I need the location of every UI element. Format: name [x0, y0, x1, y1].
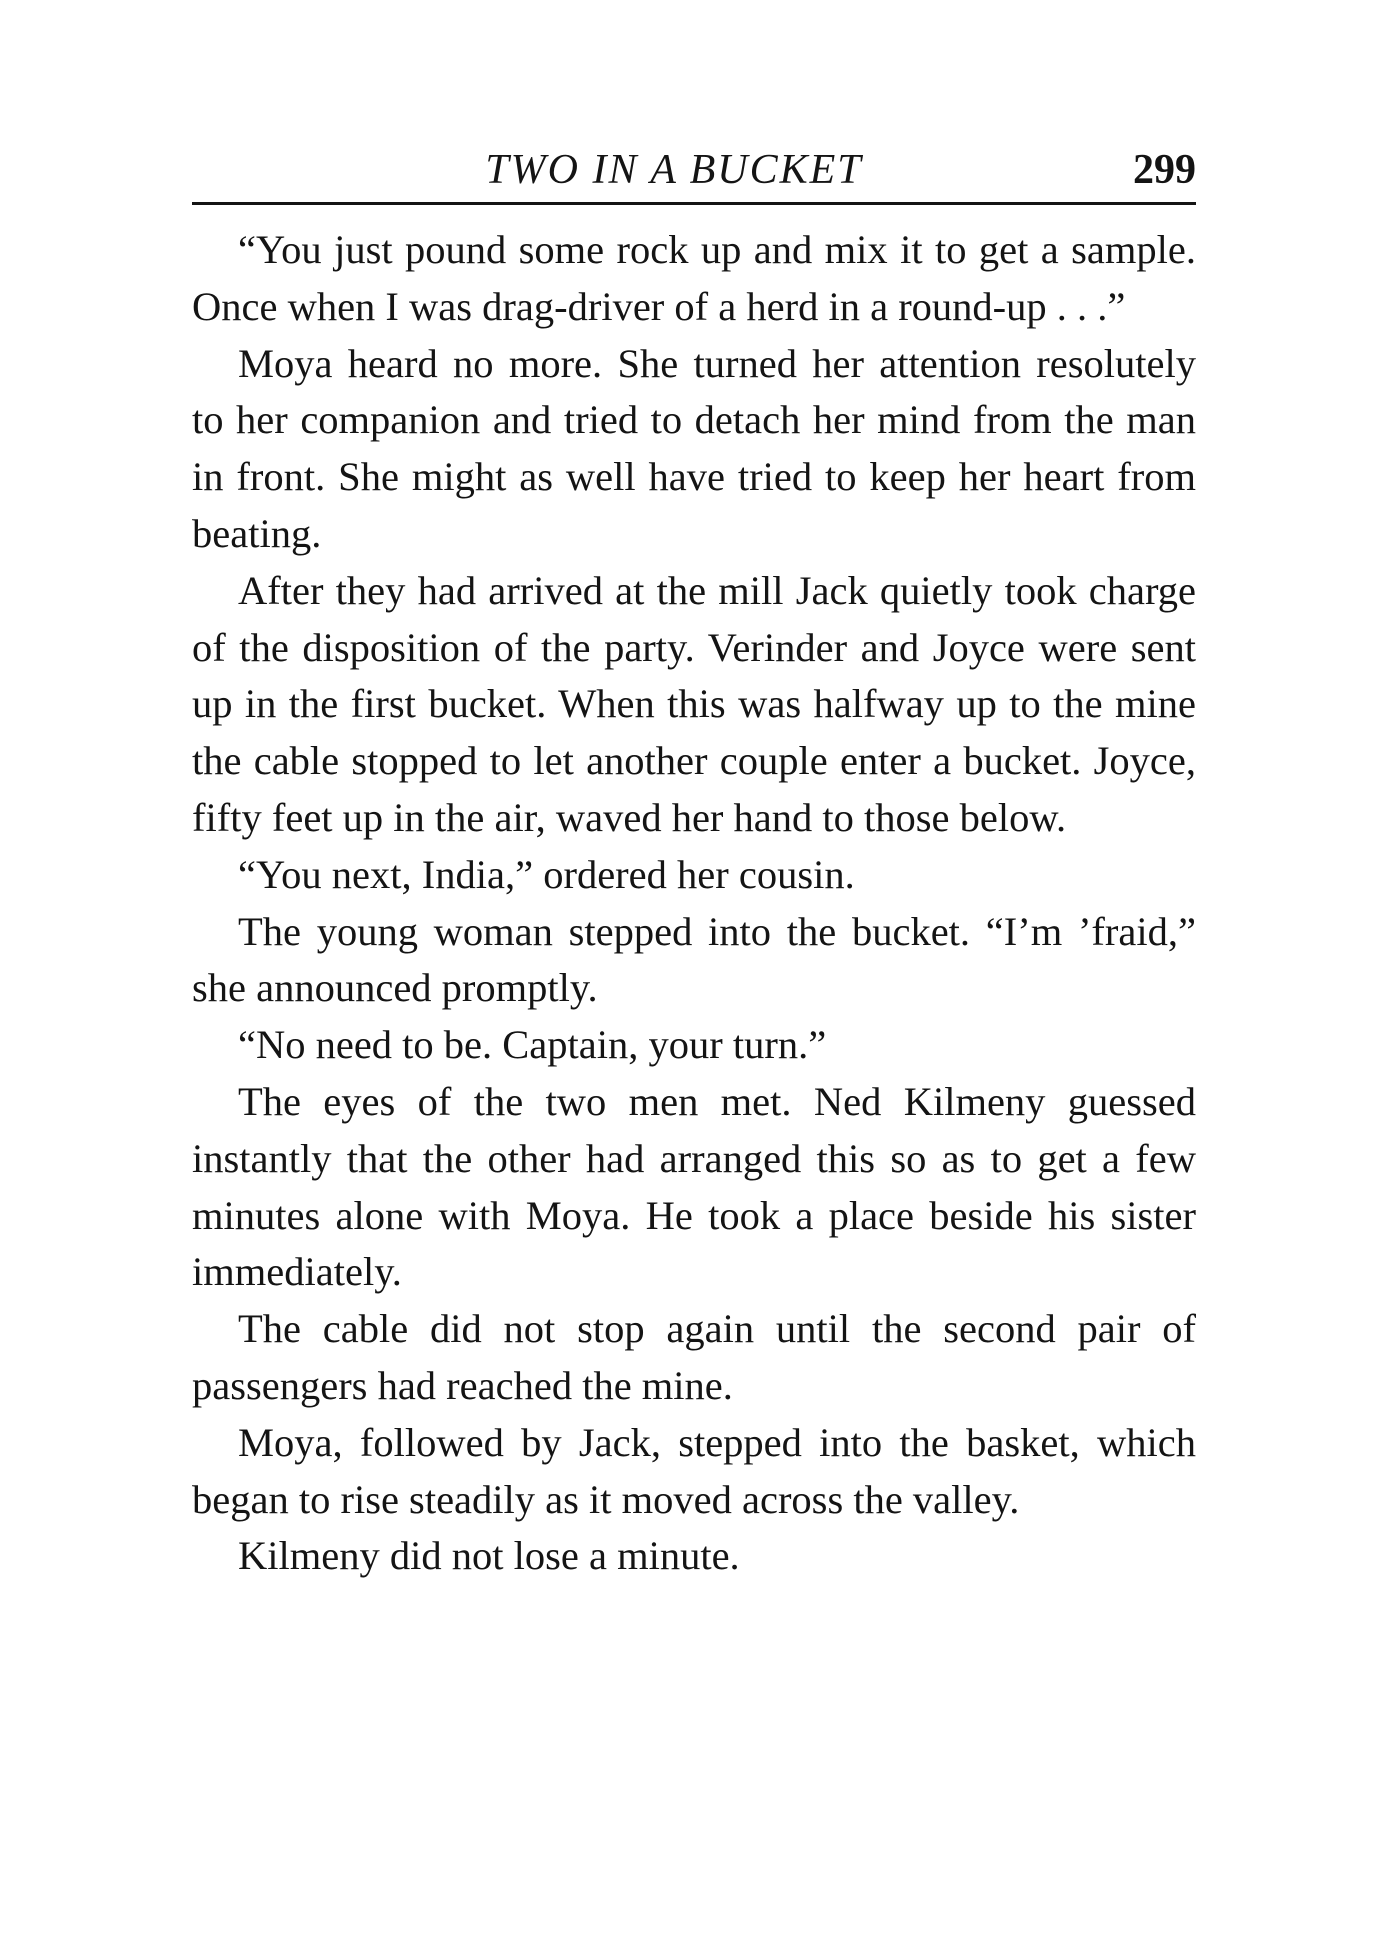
paragraph: Moya, followed by Jack, stepped into the basket, which began to rise steadily as it moved across the valley.	[192, 1419, 1196, 1522]
paragraph: The cable did not stop again until the second pair of passengers had reached the mine.	[192, 1306, 1196, 1408]
running-head	[192, 140, 1196, 204]
paragraph: Moya heard no more. She turned her attention resolutely to her companion and tried to detach her mind from the man in front. She might as well have tried to keep her heart from beating.	[192, 340, 1196, 556]
book-page	[192, 140, 1196, 1585]
paragraph: The young woman stepped into the bucket. “I’m ’fraid,” she announced promptly.	[192, 908, 1196, 1011]
paragraph: “You just pound some rock up and mix it to get a sample. Once when I was drag-driver of a herd in a round-up . . .”	[192, 227, 1196, 329]
paragraph: Kilmeny did not lose a minute.	[238, 1533, 740, 1579]
paragraph: After they had arrived at the mill Jack quietly took charge of the disposition of the party. Verinder and Joyce were sent up in the first bucket. When this was halfway up to the mine the cable stopped to let another couple enter a bucket. Joyce, fifty feet up in the air, waved her hand to those below.	[192, 567, 1196, 840]
header-rule	[192, 202, 1196, 205]
page-number: 299	[1133, 147, 1196, 193]
paragraph: The eyes of the two men met. Ned Kilmeny guessed instantly that the other had arranged this so as to get a few minutes alone with Moya. He took a place beside his sister immediately.	[192, 1078, 1196, 1295]
paragraph: “You next, India,” ordered her cousin.	[238, 851, 855, 897]
body-text	[192, 222, 1196, 1585]
running-title: TWO IN A BUCKET	[485, 147, 863, 193]
paragraph: “No need to be. Captain, your turn.”	[238, 1022, 827, 1068]
